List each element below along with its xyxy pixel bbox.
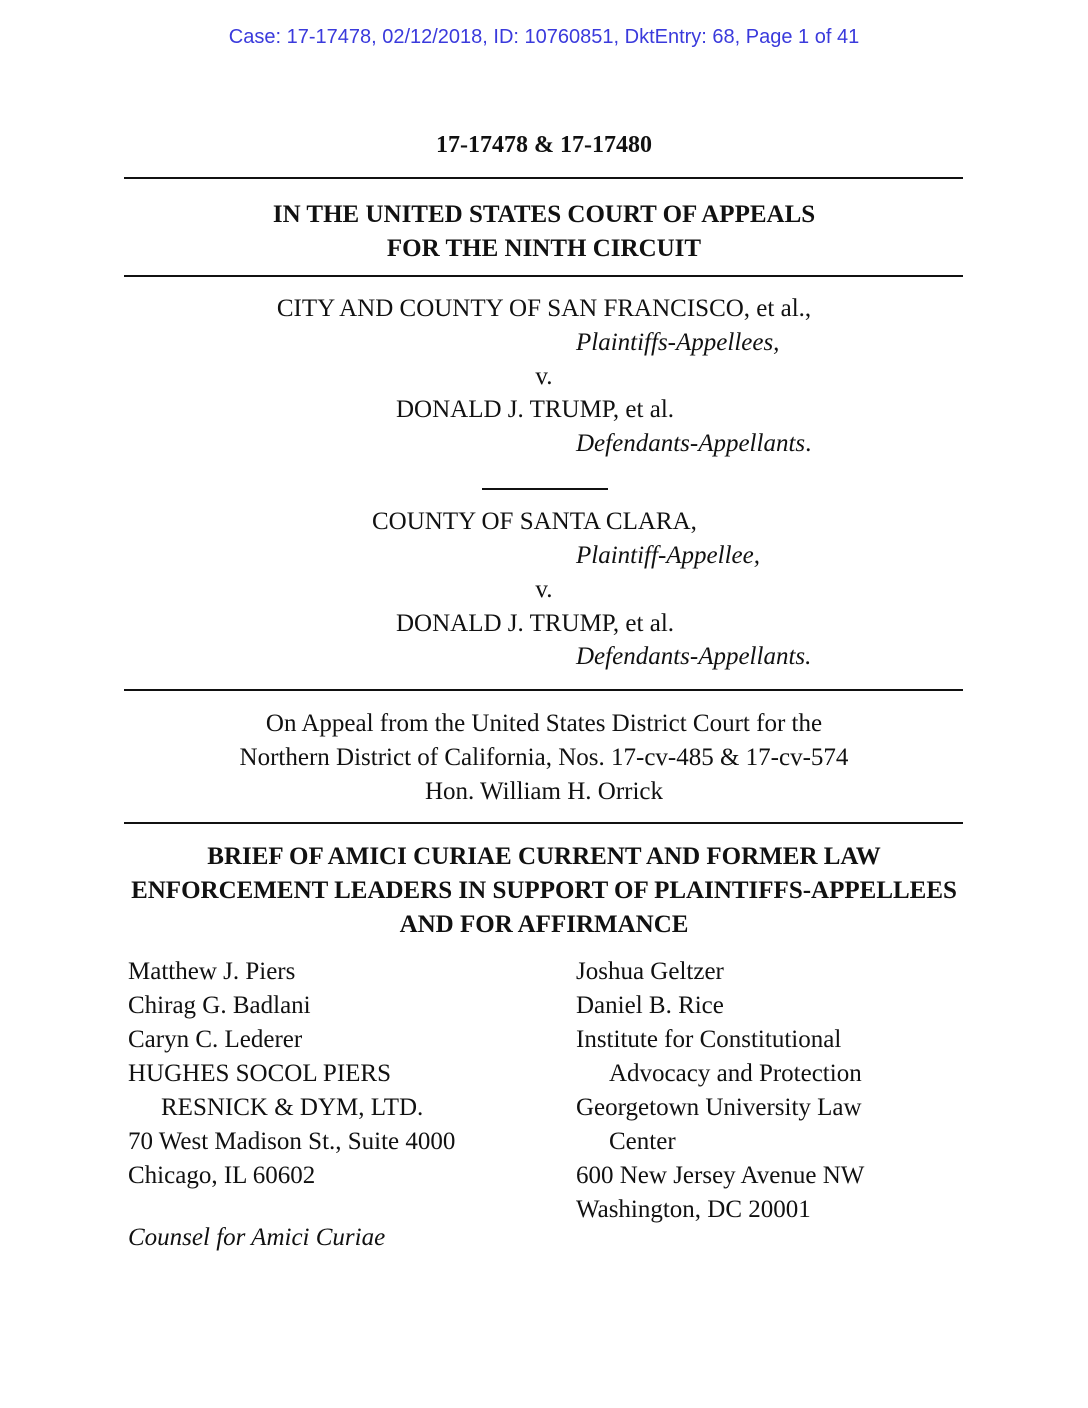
- counsel-left-line: 70 West Madison St., Suite 4000: [128, 1128, 456, 1155]
- counsel-right-line: Joshua Geltzer: [576, 958, 724, 985]
- case1-defendant-role-line: [576, 430, 811, 458]
- court-heading: [0, 198, 1088, 266]
- counsel-right-block: [576, 955, 864, 1227]
- counsel-right-line: Daniel B. Rice: [576, 992, 724, 1019]
- counsel-right-line: Georgetown University Law: [576, 1094, 862, 1121]
- divider-rule: [124, 689, 963, 691]
- divider-rule: [124, 822, 963, 824]
- case-separator-rule: [482, 488, 608, 490]
- case2-defendant: DONALD J. TRUMP, et al.: [396, 610, 675, 637]
- counsel-left-block: [128, 955, 455, 1193]
- appeal-info: [0, 707, 1088, 809]
- appeal-line-2: Northern District of California, Nos. 17-cv-485 & 17-cv-574: [239, 744, 849, 771]
- case1-defendant-role-punct: .: [805, 430, 812, 457]
- case1-plaintiff-role: Plaintiffs-Appellees,: [576, 329, 780, 356]
- brief-title: [0, 840, 1088, 942]
- counsel-right-line: Center: [609, 1128, 676, 1155]
- case-numbers: 17-17478 & 17-17480: [436, 132, 652, 158]
- court-line-2: FOR THE NINTH CIRCUIT: [386, 235, 702, 262]
- counsel-right-line: Advocacy and Protection: [609, 1060, 862, 1087]
- case1-versus: v.: [535, 363, 553, 390]
- case1-defendant: DONALD J. TRUMP, et al.: [396, 396, 675, 423]
- counsel-for-amici: Counsel for Amici Curiae: [128, 1224, 386, 1251]
- court-line-1: IN THE UNITED STATES COURT OF APPEALS: [272, 201, 816, 228]
- counsel-left-line: Caryn C. Lederer: [128, 1026, 303, 1053]
- counsel-left-line: HUGHES SOCOL PIERS: [128, 1060, 392, 1087]
- counsel-left-line: RESNICK & DYM, LTD.: [161, 1094, 424, 1121]
- counsel-right-line: Washington, DC 20001: [576, 1196, 811, 1223]
- case2-plaintiff-role: Plaintiff-Appellee,: [576, 542, 760, 569]
- counsel-right-line: Institute for Constitutional: [576, 1026, 842, 1053]
- counsel-left-line: Chicago, IL 60602: [128, 1162, 316, 1189]
- case1-plaintiff: CITY AND COUNTY OF SAN FRANCISCO, et al.,: [276, 295, 812, 322]
- counsel-left-line: Matthew J. Piers: [128, 958, 296, 985]
- appeal-line-1: On Appeal from the United States District Court for the: [265, 710, 823, 737]
- divider-rule: [124, 177, 963, 179]
- brief-title-line-3: AND FOR AFFIRMANCE: [399, 911, 689, 938]
- case2-versus: v.: [535, 576, 553, 603]
- brief-title-line-1: BRIEF OF AMICI CURIAE CURRENT AND FORMER LAW: [207, 843, 881, 870]
- divider-rule: [124, 275, 963, 277]
- case2-plaintiff: COUNTY OF SANTA CLARA,: [372, 508, 697, 535]
- brief-title-line-2: ENFORCEMENT LEADERS IN SUPPORT OF PLAINTIFFS-APPELLEES: [131, 877, 957, 904]
- counsel-left-line: Chirag G. Badlani: [128, 992, 311, 1019]
- counsel-right-line: 600 New Jersey Avenue NW: [576, 1162, 865, 1189]
- case1-defendant-role: Defendants-Appellants: [576, 430, 806, 457]
- case2-defendant-role: Defendants-Appellants.: [576, 643, 812, 670]
- docket-stamp: Case: 17-17478, 02/12/2018, ID: 10760851, DktEntry: 68, Page 1 of 41: [228, 26, 860, 48]
- appeal-line-3: Hon. William H. Orrick: [424, 778, 664, 805]
